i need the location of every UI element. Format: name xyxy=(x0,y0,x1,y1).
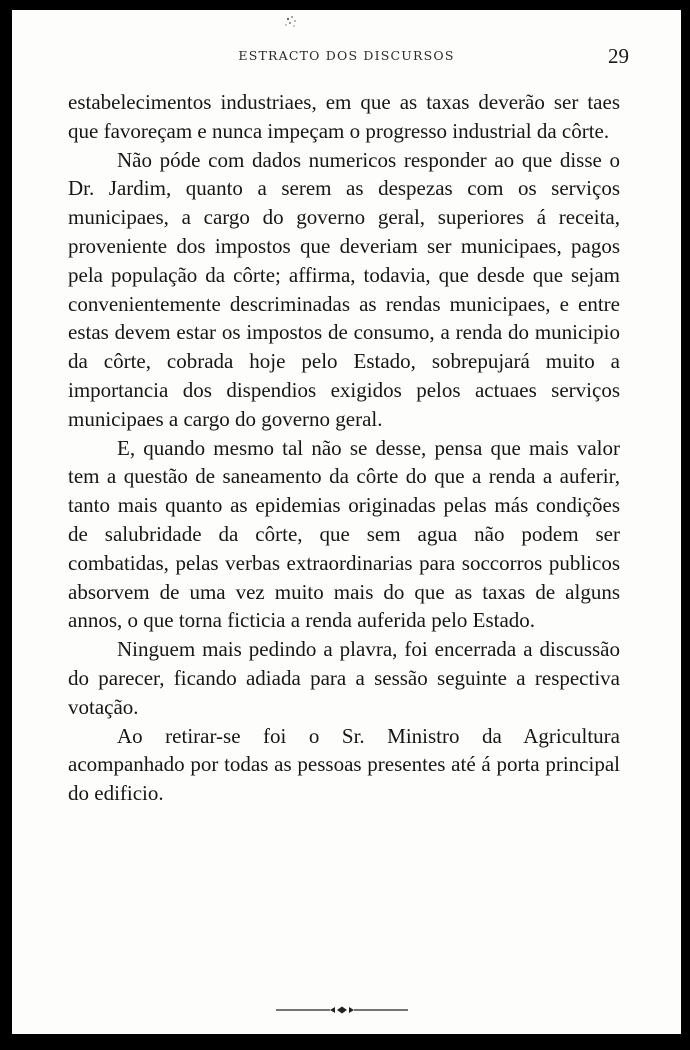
paragraph-saneamento: E, quando mesmo tal não se desse, pensa que mais valor tem a questão de saneamento da côrte do que a renda a auferir, tanto mais quanto as epidemias originadas pelas más condições de salubridade da côrte, que sem agua não podem ser combatidas, pelas verbas extraordinarias para soccorros publicos absorvem de uma vez muito mais do que as taxas de alguns annos, o que torna ficticia a renda auferida pelo Estado. xyxy=(68,435,620,633)
page-number: 29 xyxy=(608,44,629,68)
running-head-title: ESTRACTO DOS DISCURSOS xyxy=(238,48,455,63)
paragraph-dr-jardim-reply: Não póde com dados numericos responder ao que disse o Dr. Jardim, quanto a serem as despezas com os serviços municipaes, a cargo do governo geral, superiores á receita, proveniente dos impostos que deveriam ser municipaes, pagos pela população da côrte; affirma, todavia, que desde que sejam convenientemente descriminadas as rendas municipaes, e entre estas devem estar os impostos de consumo, a renda do municipio da côrte, cobrada hoje pelo Estado, sobrepujará muito a importancia dos dispendios exigidos pelos actuaes serviços municipaes a cargo do governo geral. xyxy=(68,147,620,431)
book-page xyxy=(12,10,681,1034)
paragraph-discussion-closed: Ninguem mais pedindo a plavra, foi encerrada a discussão do parecer, ficando adiada para a sessão seguinte a respectiva votação. xyxy=(68,637,620,719)
ink-speck-icon xyxy=(280,12,302,30)
tail-ornament-icon xyxy=(274,1004,410,1016)
paragraph-continuation: estabelecimentos industriaes, em que as taxas deverão ser taes que favoreçam e nunca impeçam o progresso industrial da côrte. xyxy=(68,90,620,143)
body-text xyxy=(68,88,620,808)
running-head xyxy=(12,44,681,68)
paragraph-minister-departure: Ao retirar-se foi o Sr. Ministro da Agricultura acompanhado por todas as pessoas presentes até á porta principal do edificio. xyxy=(68,723,620,806)
